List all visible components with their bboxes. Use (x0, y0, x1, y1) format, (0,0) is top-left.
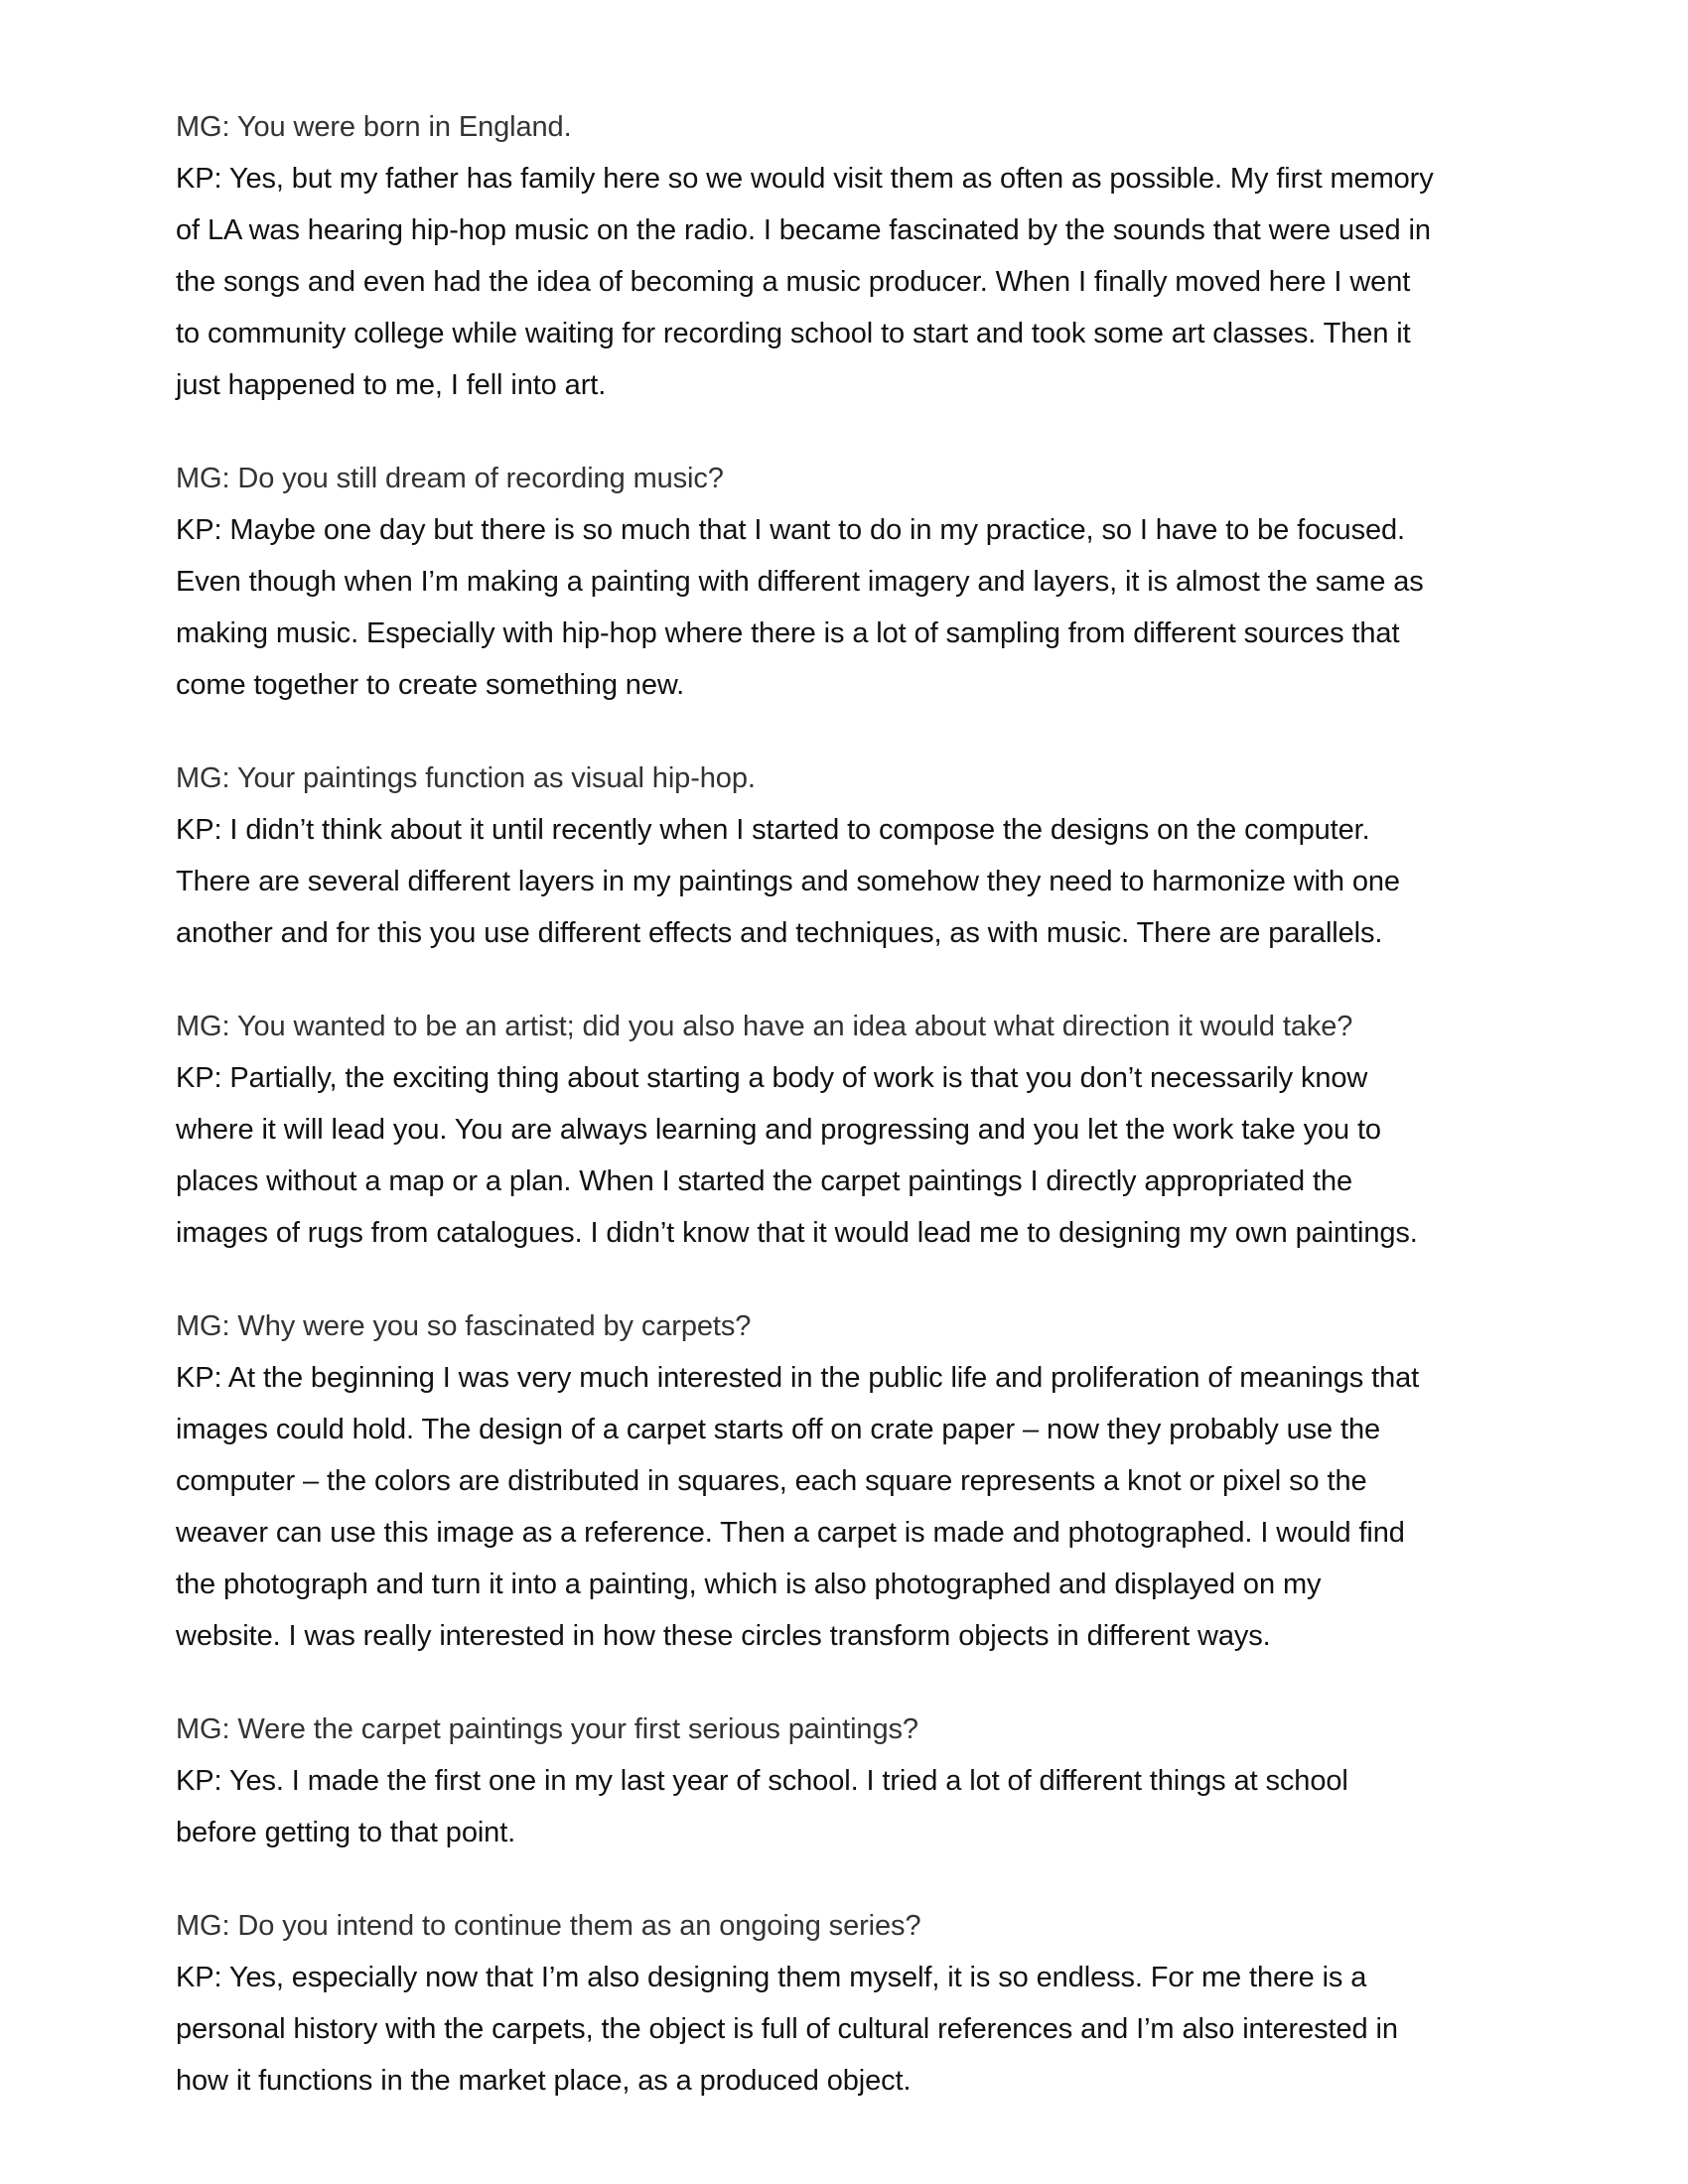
answer-line: Even though when I’m making a painting with different imagery and layers, it is almost the same as (176, 566, 1424, 598)
answer-line: KP: Yes. I made the first one in my last year of school. I tried a lot of different things at school (176, 1765, 1348, 1797)
answer-line: KP: At the beginning I was very much interested in the public life and proliferation of meanings that (176, 1362, 1420, 1394)
answer-line: places without a map or a plan. When I started the carpet paintings I directly appropriated the (176, 1165, 1353, 1197)
answer-line: before getting to that point. (176, 1817, 516, 1848)
answer-line: KP: Yes, but my father has family here so we would visit them as often as possible. My first memory (176, 163, 1434, 195)
answer-line: where it will lead you. You are always learning and progressing and you let the work take you to (176, 1114, 1381, 1146)
answer-line: personal history with the carpets, the object is full of cultural references and I’m also interested in (176, 2013, 1398, 2045)
qa-block-7 (176, 1900, 1526, 2107)
answer-line: the photograph and turn it into a painting, which is also photographed and displayed on my (176, 1569, 1322, 1600)
answer-line: KP: I didn’t think about it until recently when I started to compose the designs on the computer. (176, 814, 1370, 846)
answer-line: There are several different layers in my paintings and somehow they need to harmonize with one (176, 866, 1400, 897)
answer-line: images could hold. The design of a carpet starts off on crate paper – now they probably use the (176, 1414, 1381, 1445)
answer-line: KP: Yes, especially now that I’m also designing them myself, it is so endless. For me there is a (176, 1962, 1367, 1993)
question: MG: Do you still dream of recording music? (176, 463, 724, 494)
answer (176, 1952, 1526, 2107)
answer-line: of LA was hearing hip-hop music on the radio. I became fascinated by the sounds that were used in (176, 214, 1431, 246)
question: MG: Do you intend to continue them as an ongoing series? (176, 1910, 921, 1942)
interview-document (176, 101, 1526, 2148)
answer-line: another and for this you use different effects and techniques, as with music. There are parallels. (176, 917, 1383, 949)
answer-line: come together to create something new. (176, 669, 685, 701)
answer-line: weaver can use this image as a reference. Then a carpet is made and photographed. I would find (176, 1517, 1405, 1549)
answer-line: images of rugs from catalogues. I didn’t know that it would lead me to designing my own paintings. (176, 1217, 1418, 1249)
qa-block-2 (176, 453, 1526, 711)
question: MG: Your paintings function as visual hip-hop. (176, 762, 756, 794)
answer-line: to community college while waiting for recording school to start and took some art classes. Then it (176, 318, 1411, 349)
answer-line: how it functions in the market place, as a produced object. (176, 2065, 912, 2097)
qa-block-1 (176, 101, 1526, 411)
answer-line: just happened to me, I fell into art. (176, 369, 607, 401)
answer (176, 153, 1526, 411)
question: MG: Were the carpet paintings your first serious paintings? (176, 1713, 918, 1745)
answer (176, 1352, 1526, 1662)
answer-line: KP: Maybe one day but there is so much that I want to do in my practice, so I have to be focused. (176, 514, 1405, 546)
question: MG: Why were you so fascinated by carpets? (176, 1310, 752, 1342)
qa-block-6 (176, 1704, 1526, 1858)
question: MG: You wanted to be an artist; did you also have an idea about what direction it would take? (176, 1011, 1353, 1042)
answer (176, 1755, 1526, 1858)
qa-block-5 (176, 1300, 1526, 1662)
question: MG: You were born in England. (176, 111, 572, 143)
answer (176, 1052, 1526, 1259)
qa-block-4 (176, 1001, 1526, 1259)
answer-line: the songs and even had the idea of becoming a music producer. When I finally moved here I went (176, 266, 1411, 298)
answer-line: KP: Partially, the exciting thing about starting a body of work is that you don’t necessarily know (176, 1062, 1368, 1094)
answer-line: website. I was really interested in how these circles transform objects in different ways. (176, 1620, 1271, 1652)
answer (176, 504, 1526, 711)
answer (176, 804, 1526, 959)
qa-block-3 (176, 752, 1526, 959)
answer-line: computer – the colors are distributed in squares, each square represents a knot or pixel so the (176, 1465, 1367, 1497)
answer-line: making music. Especially with hip-hop where there is a lot of sampling from different sources that (176, 617, 1400, 649)
